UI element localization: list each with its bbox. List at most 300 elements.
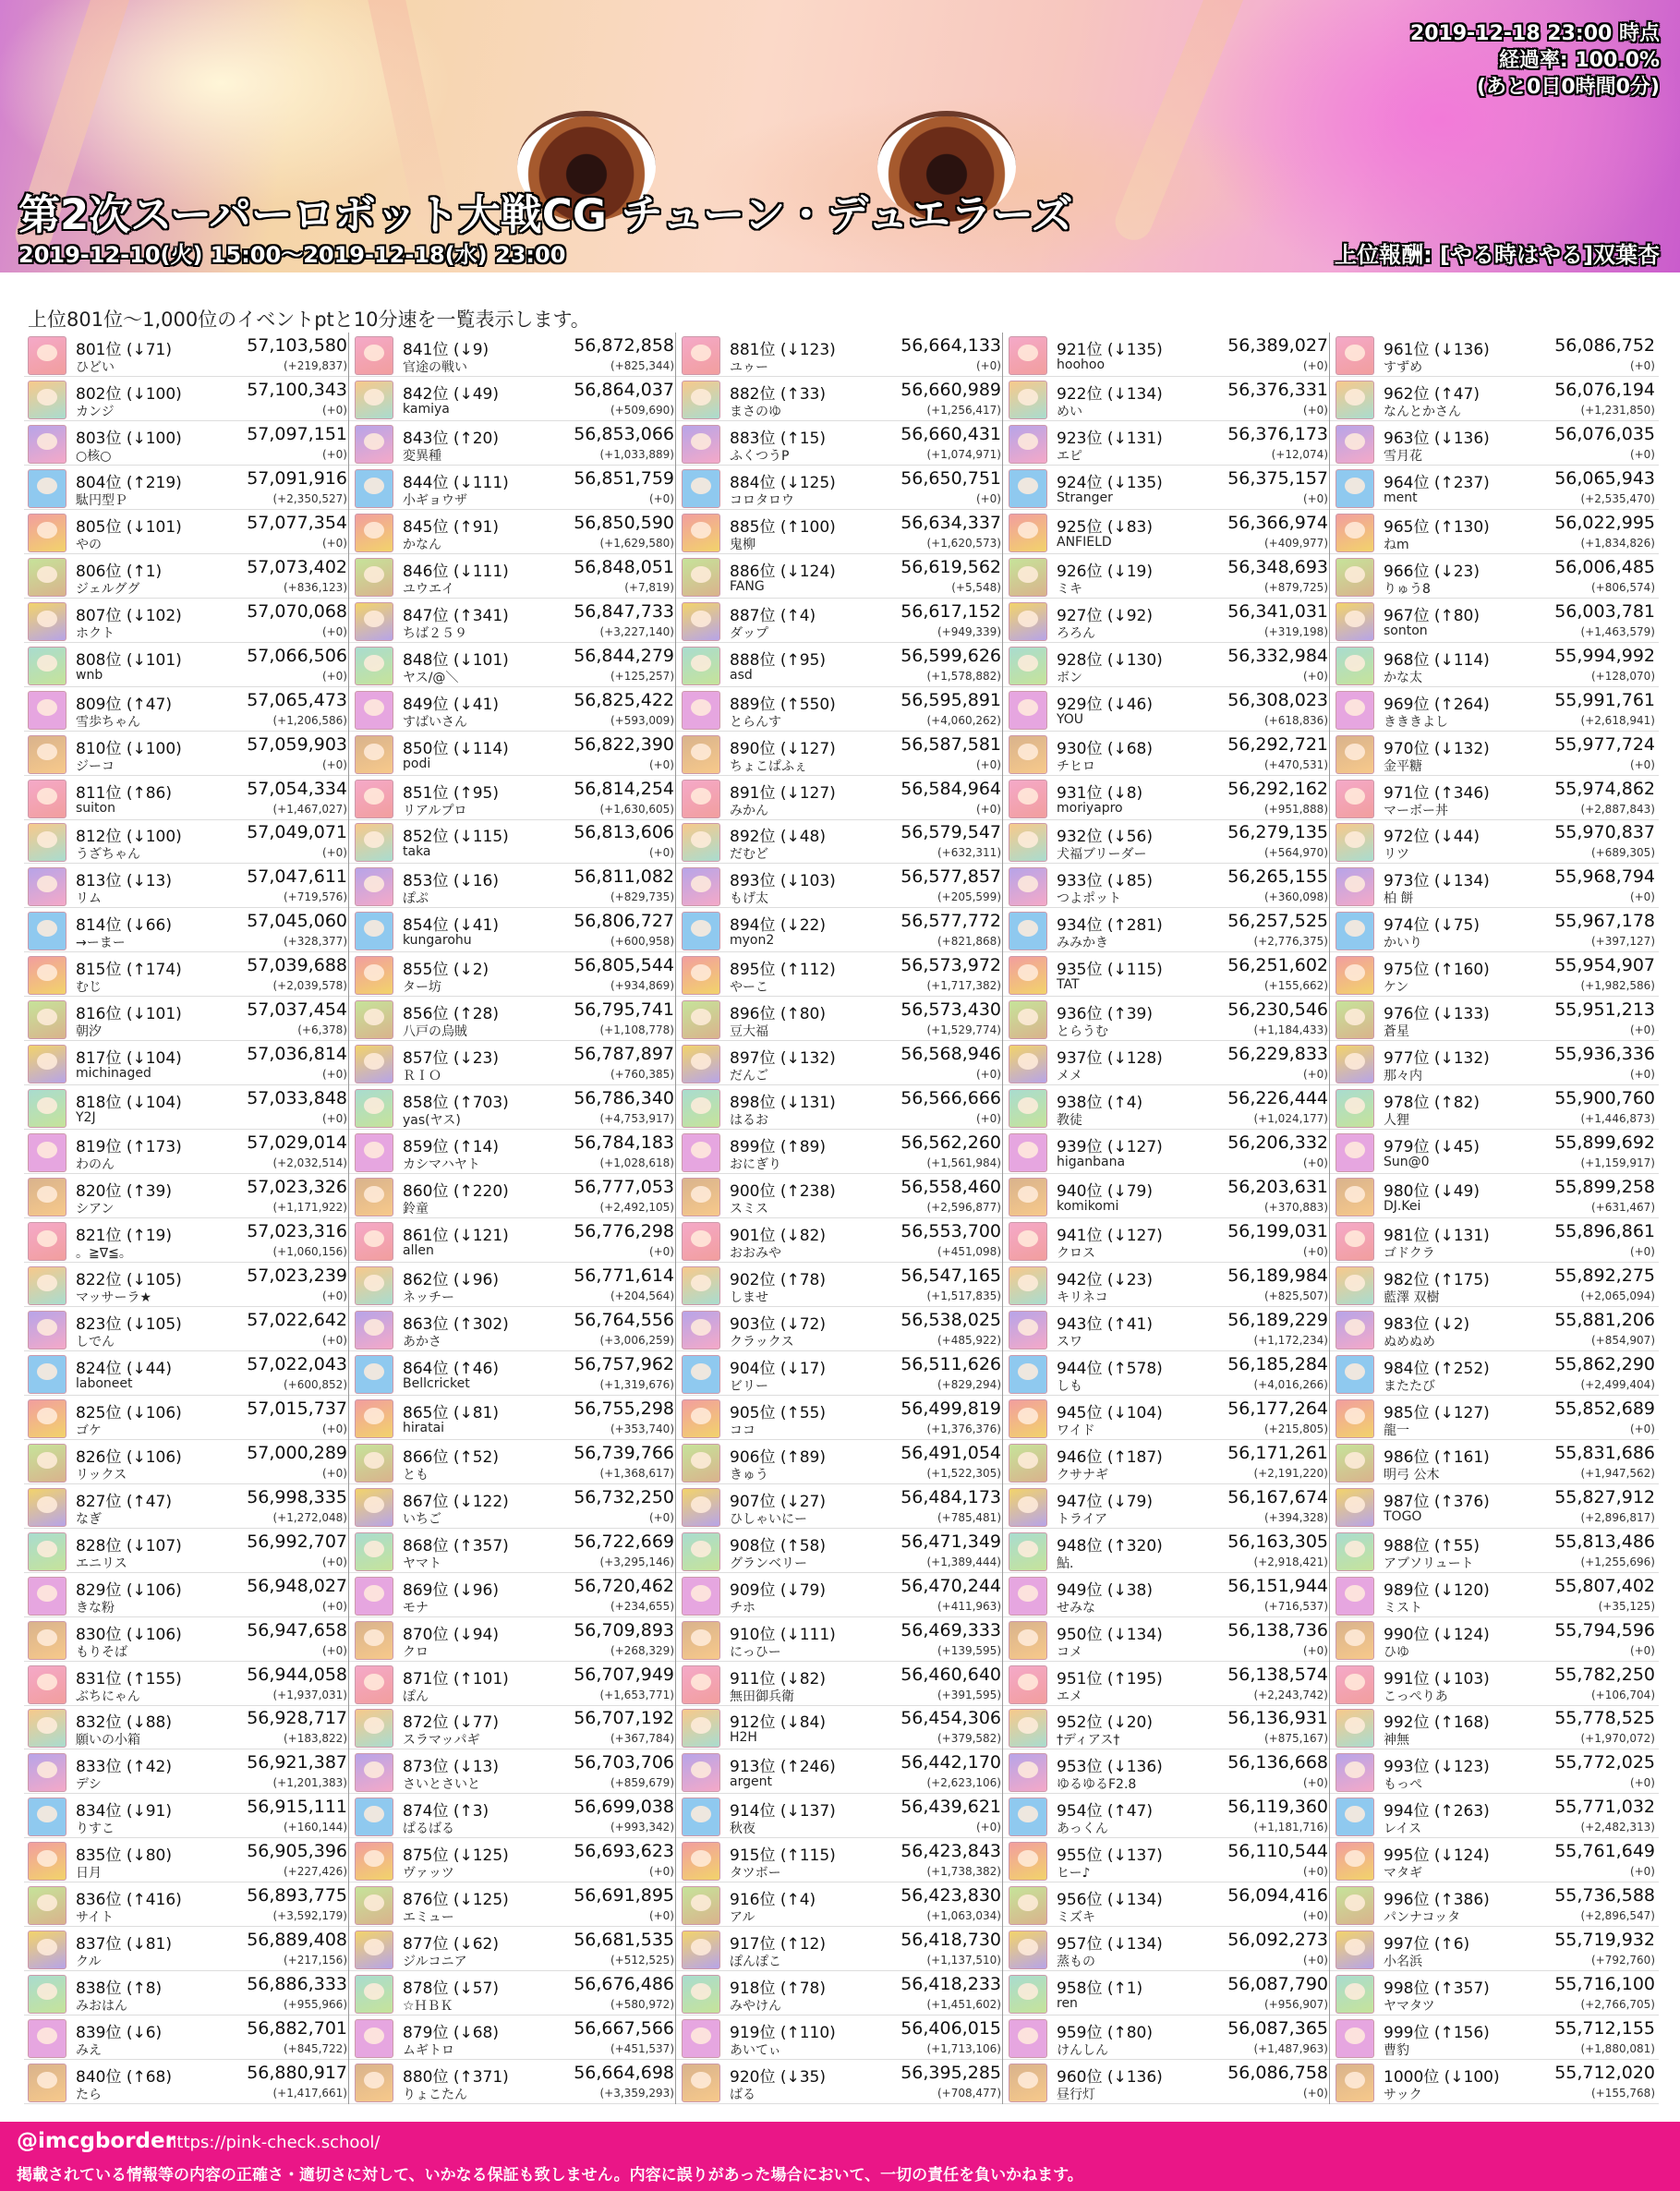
player-avatar xyxy=(28,558,66,597)
ten-minute-gain: (+0) xyxy=(975,359,1001,372)
rank-change: 830位 (↓106) xyxy=(76,1625,182,1644)
player-name: あっくん xyxy=(1057,1822,1108,1837)
player-avatar xyxy=(355,956,393,995)
ten-minute-gain: (+1,206,586) xyxy=(272,713,347,727)
ten-minute-gain: (+0) xyxy=(1629,447,1655,461)
player-name: 柏 餅 xyxy=(1384,891,1414,907)
player-name: ぱるばる xyxy=(403,1822,454,1837)
player-name: 変異種 xyxy=(403,448,441,464)
event-points: 56,777,053 xyxy=(574,1177,674,1198)
ranking-row xyxy=(1005,643,1332,687)
event-points: 56,619,562 xyxy=(900,556,1001,577)
player-avatar xyxy=(682,691,720,730)
player-avatar xyxy=(355,867,393,906)
ranking-row xyxy=(24,1573,351,1617)
ranking-row xyxy=(678,643,1005,687)
player-avatar xyxy=(28,1577,66,1616)
event-points: 56,722,669 xyxy=(574,1531,674,1552)
player-name: エメ xyxy=(1057,1689,1082,1704)
player-name: ふくつうP xyxy=(730,448,790,464)
ten-minute-gain: (+7,819) xyxy=(624,580,674,594)
ranking-row xyxy=(351,1041,678,1085)
rank-change: 806位 (↑1) xyxy=(76,562,163,581)
player-avatar xyxy=(682,1532,720,1571)
ranking-row xyxy=(24,1263,351,1307)
rank-change: 870位 (↓94) xyxy=(403,1625,499,1644)
ranking-row xyxy=(1005,421,1332,466)
ten-minute-gain: (+1,561,984) xyxy=(926,1156,1001,1170)
ten-minute-gain: (+1,517,835) xyxy=(926,1289,1001,1302)
player-name: やーこ xyxy=(730,980,768,996)
player-avatar xyxy=(1009,381,1047,419)
player-name: TAT xyxy=(1057,977,1080,993)
ranking-row xyxy=(678,1749,1005,1794)
ranking-row xyxy=(24,1617,351,1662)
ten-minute-gain: (+1,463,579) xyxy=(1580,624,1655,638)
rank-change: 922位 (↓134) xyxy=(1057,384,1163,404)
rank-change: 972位 (↓44) xyxy=(1384,828,1480,847)
ranking-row xyxy=(678,1529,1005,1573)
twitter-handle-link[interactable]: @imcgborder xyxy=(17,2129,175,2153)
player-name: YOU xyxy=(1057,711,1084,727)
rank-change: 828位 (↓107) xyxy=(76,1536,182,1555)
ranking-row xyxy=(24,377,351,421)
player-name: taka xyxy=(403,844,431,860)
rank-change: 911位 (↓82) xyxy=(730,1669,826,1689)
event-points: 56,110,544 xyxy=(1227,1841,1328,1862)
event-points: 56,092,273 xyxy=(1227,1930,1328,1951)
ranking-row xyxy=(1005,864,1332,908)
ten-minute-gain: (+6,378) xyxy=(297,1023,347,1037)
ten-minute-gain: (+0) xyxy=(1302,1954,1328,1967)
ten-minute-gain: (+0) xyxy=(648,491,674,505)
player-name: ユゥー xyxy=(730,360,768,375)
player-name: はるお xyxy=(730,1113,768,1129)
ranking-row xyxy=(1005,1130,1332,1174)
event-points: 56,484,173 xyxy=(900,1486,1001,1507)
ranking-row xyxy=(24,908,351,952)
event-points: 56,558,460 xyxy=(900,1177,1001,1198)
player-avatar xyxy=(28,1621,66,1660)
ranking-row xyxy=(24,1484,351,1529)
ten-minute-gain: (+2,032,514) xyxy=(272,1156,347,1170)
ranking-row xyxy=(1005,1484,1332,1529)
event-points: 56,732,250 xyxy=(574,1486,674,1507)
event-points: 55,899,258 xyxy=(1554,1177,1655,1198)
ranking-row xyxy=(351,1130,678,1174)
player-avatar xyxy=(28,1665,66,1704)
ranking-row xyxy=(1005,1617,1332,1662)
player-name: hiratai xyxy=(403,1420,445,1435)
player-name: きな粉 xyxy=(76,1600,115,1616)
player-name: すずめ xyxy=(1384,360,1423,375)
rank-change: 871位 (↑101) xyxy=(403,1669,509,1689)
ten-minute-gain: (+1,272,048) xyxy=(272,1510,347,1524)
ten-minute-gain: (+1,376,376) xyxy=(926,1422,1001,1435)
player-name: サイト xyxy=(76,1910,115,1926)
player-name: ココ xyxy=(730,1422,755,1438)
ranking-row xyxy=(1005,1749,1332,1794)
player-name: ネッチー xyxy=(403,1289,454,1305)
rank-change: 855位 (↓2) xyxy=(403,961,489,980)
player-avatar xyxy=(355,823,393,862)
ten-minute-gain: (+1,159,917) xyxy=(1580,1156,1655,1170)
event-points: 56,573,972 xyxy=(900,955,1001,976)
ten-minute-gain: (+204,564) xyxy=(610,1289,674,1302)
ten-minute-gain: (+0) xyxy=(975,802,1001,816)
ranking-row xyxy=(351,1971,678,2015)
event-points: 56,664,698 xyxy=(574,2063,674,2084)
ten-minute-gain: (+825,507) xyxy=(1263,1289,1328,1302)
ten-minute-gain: (+716,537) xyxy=(1263,1599,1328,1613)
rank-change: 873位 (↓13) xyxy=(403,1758,499,1777)
intro-text: 上位801位～1,000位のイベントptと10分速を一覧表示します。 xyxy=(28,309,590,331)
player-avatar xyxy=(1336,381,1374,419)
event-points: 55,771,032 xyxy=(1554,1797,1655,1818)
ranking-row xyxy=(351,1794,678,1838)
ranking-row xyxy=(351,1440,678,1484)
player-avatar xyxy=(682,1621,720,1660)
rank-change: 907位 (↓27) xyxy=(730,1492,826,1511)
player-name: だむど xyxy=(730,847,768,863)
event-points: 56,376,331 xyxy=(1227,379,1328,400)
player-name: ボン xyxy=(1057,670,1082,685)
site-url-link[interactable]: https://pink-check.school/ xyxy=(166,2133,381,2152)
event-points: 56,814,254 xyxy=(574,778,674,799)
ten-minute-gain: (+2,596,877) xyxy=(926,1201,1001,1215)
player-avatar xyxy=(682,867,720,906)
ten-minute-gain: (+1,834,826) xyxy=(1580,536,1655,550)
ten-minute-gain: (+0) xyxy=(321,1112,347,1126)
player-name: おおみや xyxy=(730,1246,781,1261)
rank-change: 881位 (↓123) xyxy=(730,341,836,359)
player-avatar xyxy=(1009,336,1047,375)
player-avatar xyxy=(682,425,720,464)
ten-minute-gain: (+955,966) xyxy=(283,1998,347,2012)
player-name: 無田御兵衛 xyxy=(730,1689,794,1704)
player-name: laboneet xyxy=(76,1375,133,1391)
ten-minute-gain: (+4,060,262) xyxy=(926,713,1001,727)
ranking-row xyxy=(1332,377,1659,421)
player-avatar xyxy=(28,425,66,464)
ten-minute-gain: (+0) xyxy=(321,846,347,860)
ten-minute-gain: (+0) xyxy=(648,1510,674,1524)
ranking-row xyxy=(678,1130,1005,1174)
player-avatar xyxy=(28,469,66,508)
ranking-row xyxy=(678,776,1005,820)
player-avatar xyxy=(1009,956,1047,995)
event-points: 56,406,015 xyxy=(900,2018,1001,2040)
rank-change: 864位 (↑46) xyxy=(403,1359,499,1378)
player-avatar xyxy=(1336,1178,1374,1217)
player-name: ばる xyxy=(730,2088,755,2103)
player-avatar xyxy=(1009,647,1047,685)
event-points: 57,059,903 xyxy=(247,733,347,755)
ranking-row xyxy=(678,908,1005,952)
ten-minute-gain: (+1,171,922) xyxy=(272,1201,347,1215)
ten-minute-gain: (+219,837) xyxy=(283,359,347,372)
ranking-row xyxy=(1005,1662,1332,1706)
rank-change: 812位 (↓100) xyxy=(76,828,182,847)
player-name: リム xyxy=(76,891,102,907)
rank-change: 903位 (↓72) xyxy=(730,1314,826,1334)
player-avatar xyxy=(28,1975,66,2014)
ranking-row xyxy=(1005,1263,1332,1307)
player-avatar xyxy=(682,1045,720,1083)
player-avatar xyxy=(28,912,66,950)
event-points: 55,827,912 xyxy=(1554,1486,1655,1507)
ranking-row xyxy=(351,1484,678,1529)
ten-minute-gain: (+2,918,421) xyxy=(1253,1555,1328,1568)
player-avatar xyxy=(1336,867,1374,906)
ten-minute-gain: (+155,768) xyxy=(1590,2087,1655,2100)
rank-change: 851位 (↑95) xyxy=(403,783,499,803)
event-points: 56,707,949 xyxy=(574,1664,674,1685)
rank-change: 927位 (↓92) xyxy=(1057,606,1153,625)
ranking-row xyxy=(1332,1085,1659,1130)
event-points: 55,977,724 xyxy=(1554,733,1655,755)
player-name: 豆大福 xyxy=(730,1024,768,1040)
rank-change: 811位 (↑86) xyxy=(76,783,172,803)
rank-change: 982位 (↑175) xyxy=(1384,1270,1490,1289)
player-name: argent xyxy=(730,1774,772,1790)
ten-minute-gain: (+227,426) xyxy=(283,1865,347,1879)
rank-change: 847位 (↑341) xyxy=(403,606,509,625)
player-avatar xyxy=(28,867,66,906)
rank-change: 902位 (↑78) xyxy=(730,1270,826,1289)
ranking-row xyxy=(1005,1705,1332,1749)
rank-change: 947位 (↓79) xyxy=(1057,1492,1153,1511)
rank-change: 990位 (↓124) xyxy=(1384,1625,1490,1644)
ranking-row xyxy=(678,819,1005,864)
ten-minute-gain: (+379,582) xyxy=(937,1732,1001,1746)
ten-minute-gain: (+1,024,177) xyxy=(1253,1112,1328,1126)
rank-change: 803位 (↓100) xyxy=(76,429,182,448)
ten-minute-gain: (+632,311) xyxy=(937,846,1001,860)
ten-minute-gain: (+0) xyxy=(321,624,347,638)
player-avatar xyxy=(1336,514,1374,552)
ranking-row xyxy=(1332,952,1659,997)
rank-change: 928位 (↓130) xyxy=(1057,650,1163,670)
ranking-row xyxy=(1332,1396,1659,1440)
rank-change: 973位 (↓134) xyxy=(1384,872,1490,891)
player-avatar xyxy=(1336,2019,1374,2058)
player-avatar xyxy=(682,602,720,641)
ranking-row xyxy=(1005,1440,1332,1484)
rank-change: 914位 (↓137) xyxy=(730,1802,836,1822)
ranking-row xyxy=(1005,1351,1332,1396)
rank-change: 925位 (↓83) xyxy=(1057,517,1153,537)
player-name: ケン xyxy=(1384,980,1409,996)
ranking-row xyxy=(1332,2015,1659,2060)
player-avatar xyxy=(355,425,393,464)
ten-minute-gain: (+2,535,470) xyxy=(1580,491,1655,505)
event-points: 56,163,305 xyxy=(1227,1531,1328,1552)
ten-minute-gain: (+1,028,618) xyxy=(599,1156,674,1170)
ranking-row xyxy=(678,1617,1005,1662)
rank-change: 958位 (↑1) xyxy=(1057,1979,1143,1999)
timestamp-box xyxy=(1410,20,1660,101)
event-points: 55,794,596 xyxy=(1554,1619,1655,1640)
rank-change: 983位 (↓2) xyxy=(1384,1314,1470,1334)
player-name: higanbana xyxy=(1057,1155,1126,1170)
player-avatar xyxy=(28,1311,66,1350)
event-points: 56,006,485 xyxy=(1554,556,1655,577)
event-points: 56,332,984 xyxy=(1227,645,1328,666)
player-avatar xyxy=(28,1488,66,1527)
player-avatar xyxy=(28,780,66,818)
ranking-row xyxy=(351,952,678,997)
rank-change: 920位 (↓35) xyxy=(730,2068,826,2088)
ranking-row xyxy=(24,1307,351,1351)
ranking-row xyxy=(24,1085,351,1130)
ranking-row xyxy=(1005,1971,1332,2015)
ten-minute-gain: (+411,963) xyxy=(937,1599,1001,1613)
event-points: 57,022,043 xyxy=(247,1353,347,1374)
player-avatar xyxy=(355,1798,393,1836)
player-name: myon2 xyxy=(730,933,775,949)
ranking-row xyxy=(678,421,1005,466)
player-avatar xyxy=(1009,867,1047,906)
player-avatar xyxy=(1336,1886,1374,1925)
ranking-row xyxy=(678,554,1005,599)
player-avatar xyxy=(682,1842,720,1881)
ranking-row xyxy=(1005,819,1332,864)
rank-change: 893位 (↓103) xyxy=(730,872,836,891)
player-avatar xyxy=(28,1355,66,1394)
rank-change: 987位 (↑376) xyxy=(1384,1492,1490,1511)
player-avatar xyxy=(28,1842,66,1881)
ranking-row xyxy=(1332,1749,1659,1794)
ten-minute-gain: (+949,339) xyxy=(937,624,1001,638)
rank-change: 965位 (↑130) xyxy=(1384,517,1490,537)
player-avatar xyxy=(682,1798,720,1836)
rank-change: 997位 (↑6) xyxy=(1384,1935,1470,1955)
player-name: allen xyxy=(403,1243,434,1258)
rank-change: 901位 (↓82) xyxy=(730,1227,826,1245)
rank-change: 974位 (↓75) xyxy=(1384,916,1480,936)
player-avatar xyxy=(1009,1444,1047,1483)
ten-minute-gain: (+4,016,266) xyxy=(1253,1377,1328,1391)
ranking-column xyxy=(1332,333,1659,2104)
ten-minute-gain: (+1,181,716) xyxy=(1253,1821,1328,1834)
player-name: まさのゆ xyxy=(730,404,781,419)
player-name: komikomi xyxy=(1057,1199,1119,1215)
player-avatar xyxy=(682,780,720,818)
ranking-row xyxy=(24,554,351,599)
player-name: ミスト xyxy=(1384,1600,1422,1616)
ten-minute-gain: (+3,592,179) xyxy=(272,1909,347,1923)
player-avatar xyxy=(1336,1488,1374,1527)
ten-minute-gain: (+0) xyxy=(321,757,347,771)
ten-minute-gain: (+0) xyxy=(321,1422,347,1435)
player-avatar xyxy=(1336,912,1374,950)
player-avatar xyxy=(682,1753,720,1792)
ten-minute-gain: (+1,947,562) xyxy=(1580,1466,1655,1480)
ten-minute-gain: (+1,255,696) xyxy=(1580,1555,1655,1568)
player-name: すばいさん xyxy=(403,714,467,730)
player-avatar xyxy=(355,1621,393,1660)
ten-minute-gain: (+217,156) xyxy=(283,1954,347,1967)
ten-minute-gain: (+0) xyxy=(321,1333,347,1347)
player-name: いちご xyxy=(403,1511,441,1527)
player-avatar xyxy=(1009,1311,1047,1350)
rank-change: 979位 (↓45) xyxy=(1384,1138,1480,1157)
ten-minute-gain: (+353,740) xyxy=(610,1422,674,1435)
player-name: カンジ xyxy=(76,404,115,419)
player-avatar xyxy=(28,514,66,552)
ten-minute-gain: (+0) xyxy=(1629,359,1655,372)
ranking-row xyxy=(351,333,678,377)
event-points: 56,851,759 xyxy=(574,467,674,489)
rank-change: 862位 (↓96) xyxy=(403,1270,499,1289)
ten-minute-gain: (+0) xyxy=(1302,359,1328,372)
player-avatar xyxy=(28,1709,66,1748)
ranking-row xyxy=(678,510,1005,554)
ranking-row xyxy=(678,333,1005,377)
player-avatar xyxy=(355,691,393,730)
player-avatar xyxy=(1336,1931,1374,1969)
player-avatar xyxy=(355,469,393,508)
ten-minute-gain: (+792,760) xyxy=(1590,1954,1655,1967)
ten-minute-gain: (+4,753,917) xyxy=(599,1112,674,1126)
ten-minute-gain: (+0) xyxy=(321,1643,347,1657)
ten-minute-gain: (+0) xyxy=(1302,2087,1328,2100)
player-avatar xyxy=(682,1709,720,1748)
event-points: 55,782,250 xyxy=(1554,1664,1655,1685)
event-points: 55,736,588 xyxy=(1554,1885,1655,1907)
ranking-row xyxy=(678,1263,1005,1307)
ten-minute-gain: (+0) xyxy=(1302,1245,1328,1258)
ranking-row xyxy=(1005,732,1332,776)
event-points: 56,811,082 xyxy=(574,866,674,888)
player-avatar xyxy=(1009,1842,1047,1881)
player-name: エピ xyxy=(1057,448,1082,464)
event-points: 56,138,736 xyxy=(1227,1619,1328,1640)
rank-change: 899位 (↑89) xyxy=(730,1138,826,1157)
ten-minute-gain: (+719,576) xyxy=(283,890,347,904)
rank-change: 988位 (↑55) xyxy=(1384,1536,1480,1555)
ranking-row xyxy=(1005,776,1332,820)
event-points: 57,073,402 xyxy=(247,556,347,577)
rank-change: 977位 (↓132) xyxy=(1384,1049,1490,1069)
event-points: 56,771,614 xyxy=(574,1265,674,1286)
player-name: michinaged xyxy=(76,1066,151,1082)
player-name: ヤマト xyxy=(403,1555,441,1571)
rank-change: 934位 (↑281) xyxy=(1057,916,1163,936)
rank-change: 992位 (↑168) xyxy=(1384,1713,1490,1733)
player-name: クロ xyxy=(403,1644,429,1660)
ranking-column xyxy=(351,333,678,2104)
event-points: 57,049,071 xyxy=(247,822,347,843)
ten-minute-gain: (+0) xyxy=(648,846,674,860)
event-points: 56,587,581 xyxy=(900,733,1001,755)
rank-change: 995位 (↓124) xyxy=(1384,1846,1490,1866)
event-points: 56,206,332 xyxy=(1227,1132,1328,1154)
event-points: 56,813,606 xyxy=(574,822,674,843)
player-avatar xyxy=(1009,558,1047,597)
event-points: 57,066,506 xyxy=(247,645,347,666)
player-avatar xyxy=(355,1753,393,1792)
event-points: 56,921,387 xyxy=(247,1752,347,1773)
player-avatar xyxy=(1336,956,1374,995)
player-name: エニリス xyxy=(76,1555,127,1571)
player-avatar xyxy=(28,1222,66,1261)
player-avatar xyxy=(682,735,720,774)
rank-change: 908位 (↑58) xyxy=(730,1536,826,1555)
rank-change: 950位 (↓134) xyxy=(1057,1625,1163,1644)
player-avatar xyxy=(28,1532,66,1571)
